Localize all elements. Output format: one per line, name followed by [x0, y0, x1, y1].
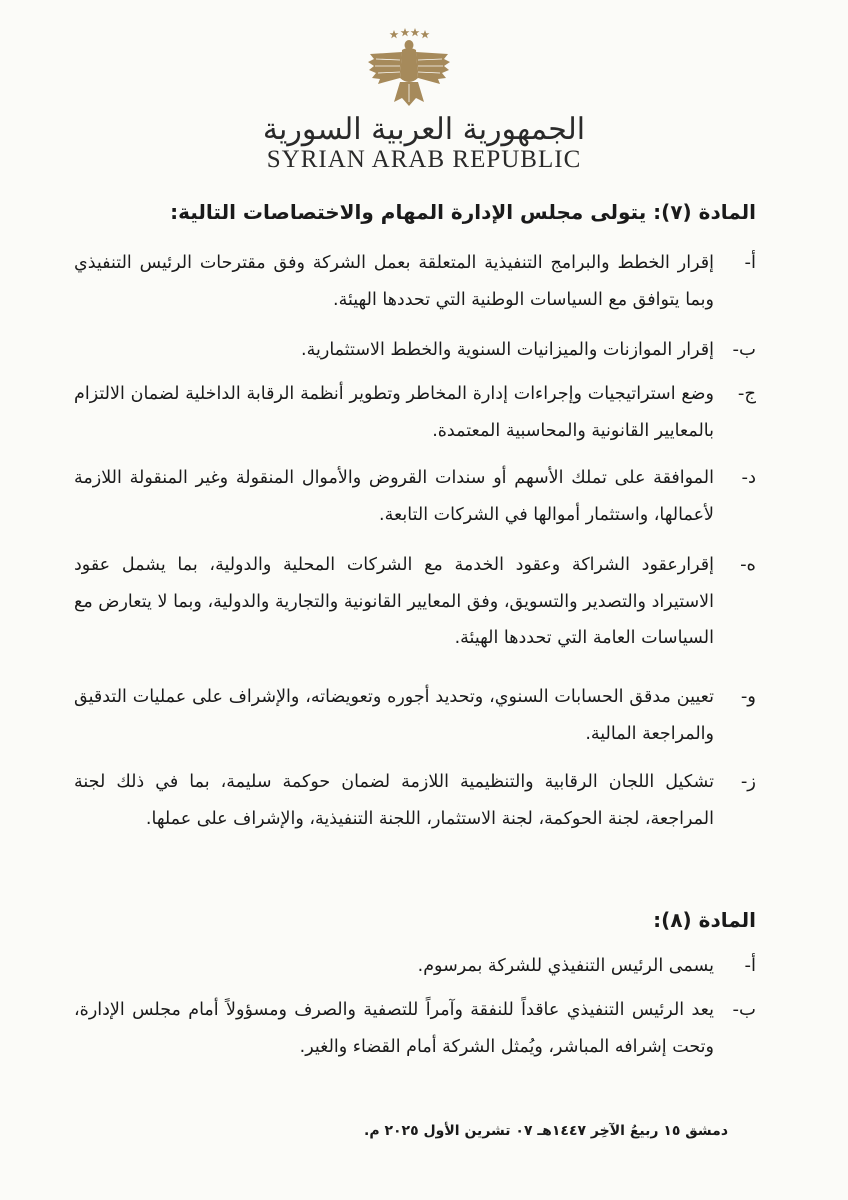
item-text: تعيين مدقق الحسابات السنوي، وتحديد أجوره وتعويضاته، والإشراف على عمليات التدقيق والمراجعة المالية. [74, 687, 714, 744]
item-letter: ز- [740, 771, 756, 792]
article-8-heading: المادة (٨): [653, 908, 756, 932]
item-letter: د- [741, 467, 756, 488]
item-letter: أ- [744, 252, 756, 273]
item-text: إقرار الخطط والبرامج التنفيذية المتعلقة بعمل الشركة وفق مقترحات الرئيس التنفيذي وبما يتوافق مع السياسات الوطنية التي تحددها الهيئة. [74, 253, 714, 310]
item-letter: و- [740, 686, 756, 707]
item-text: إقرارعقود الشراكة وعقود الخدمة مع الشركات المحلية والدولية، بما يشمل عقود الاستيراد والتصدير والتسويق، وفق المعايير القانونية والتجارية والدولية، وبما لا يتعارض مع السياسات العامة التي تحددها الهيئة. [74, 555, 714, 648]
item-letter: ه- [740, 554, 756, 575]
item-text: الموافقة على تملك الأسهم أو سندات القروض والأموال المنقولة وغير المنقولة اللازمة لأعمالها، واستثمار أموالها في الشركات التابعة. [74, 468, 714, 525]
item-text: إقرار الموازنات والميزانيات السنوية والخطط الاستثمارية. [301, 340, 714, 360]
item-text: يعد الرئيس التنفيذي عاقداً للنفقة وآمراً للتصفية والصرف ومسؤولاً أمام مجلس الإدارة، وتحت إشرافه المباشر، ويُمثل الشركة أمام القضاء والغير. [74, 1000, 714, 1057]
item-letter: ب- [732, 999, 756, 1020]
header-title-arabic: الجمهورية العربية السورية [262, 112, 586, 147]
item-text: يسمى الرئيس التنفيذي للشركة بمرسوم. [417, 956, 714, 976]
header-title-english: SYRIAN ARAB REPUBLIC [266, 146, 582, 173]
eagle-emblem-icon [366, 26, 452, 114]
article-7-heading: المادة (٧): يتولى مجلس الإدارة المهام والاختصاصات التالية: [170, 200, 756, 224]
item-text: تشكيل اللجان الرقابية والتنظيمية اللازمة لضمان حوكمة سليمة، بما في ذلك لجنة المراجعة، لجنة الحوكمة، لجنة الاستثمار، اللجنة التنفيذية، والإشراف على عملها. [74, 772, 714, 829]
item-letter: أ- [744, 955, 756, 976]
item-text: وضع استراتيجيات وإجراءات إدارة المخاطر وتطوير أنظمة الرقابة الداخلية لضمان الالتزام بالمعايير القانونية والمحاسبية المعتمدة. [74, 384, 714, 441]
item-letter: ب- [732, 339, 756, 360]
item-letter: ج- [737, 383, 756, 404]
document-date-footer: دمشق ١٥ ربيعُ الآخِر ١٤٤٧هـ ٠٧ تشرين الأول ٢٠٢٥ م. [364, 1123, 728, 1139]
